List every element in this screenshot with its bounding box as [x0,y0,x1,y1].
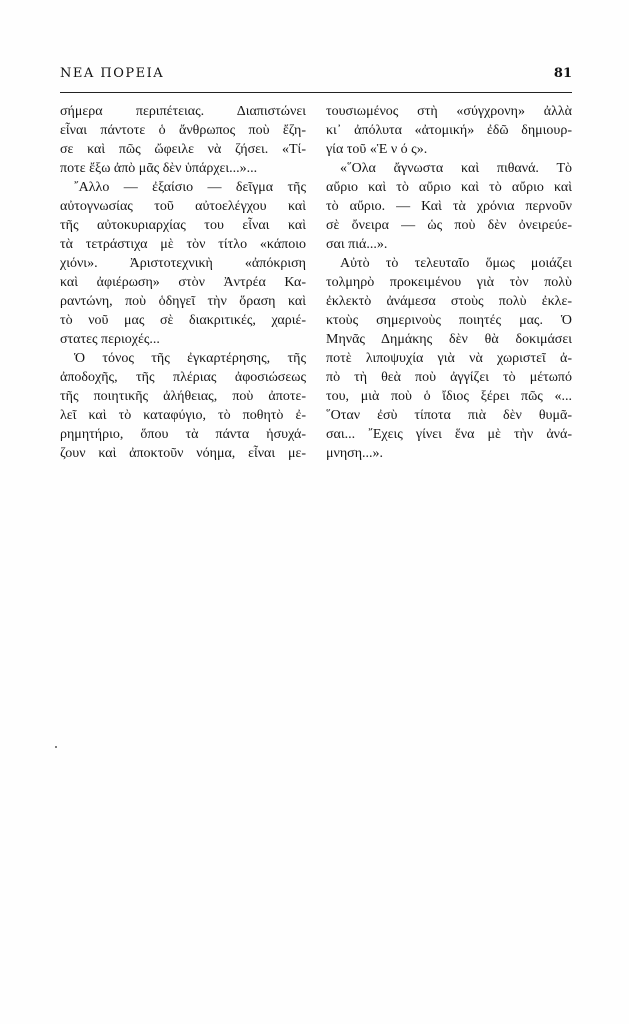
text-line: γία τοῦ «Ἑ ν ό ς». [326,142,428,157]
text-line: ῎Αλλο — ἐξαίσιο — δεῖγμα τῆς [74,180,306,195]
header-rule [60,92,572,93]
text-line: τουσιωμένος στὴ «σύγχρονη» ἀλλὰ [326,104,572,119]
print-speck [55,746,57,748]
text-line: Μηνᾶς Δημάκης δὲν θὰ δοκιμάσει [326,332,572,347]
text-line: πὸ τὴ θεὰ ποὺ ἀγγίζει τὸ μέτωπό [326,370,572,385]
text-line: τὸ αὔριο. — Καὶ τὰ χρόνια περνοῦν [326,199,572,214]
text-line: τῆς ποιητικῆς ἀλήθειας, ποὺ ἀποτε- [60,389,306,404]
text-line: «῞Ολα ἄγνωστα καὶ πιθανά. Τὸ [340,161,572,176]
text-line: τολμηρὸ προκειμένου γιὰ τὸν πολὺ [326,275,572,290]
text-line: του, μιὰ ποὺ ὁ ἴδιος ξέρει πῶς «... [326,389,572,404]
text-line: κι᾽ ἀπόλυτα «ἀτομική» ἐδῶ δημιουρ- [326,123,572,138]
text-line: εἶναι πάντοτε ὁ ἄνθρωπος ποὺ ἔζη- [60,123,306,138]
text-line: καὶ ἀφιέρωση» στὸν Ἀντρέα Κα- [60,275,306,290]
text-line: τὸ νοῦ μας σὲ διακριτικές, χαριέ- [60,313,306,328]
text-line: ἐκλεκτὸ ἀνάμεσα στοὺς πολὺ ἐκλε- [326,294,572,309]
running-head [60,66,572,86]
text-line: ραντώνη, ποὺ ὁδηγεῖ τὴν ὅραση καὶ [60,294,306,309]
text-line: ρημητήριο, ὅπου τὰ πάντα ἡσυχά- [60,427,306,442]
text-line: αὐτογνωσίας τοῦ αὐτοελέγχου καὶ [60,199,306,214]
text-line: Ὁ τόνος τῆς ἐγκαρτέρησης, τῆς [74,351,306,366]
text-line: τὰ τετράστιχα μὲ τὸν τίτλο «κάποιο [60,237,306,252]
text-line: ἀποδοχῆς, τῆς πλέριας ἀφοσιώσεως [60,370,306,385]
text-line: Αὐτὸ τὸ τελευταῖο ὅμως μοιάζει [340,256,572,271]
journal-title: ΝΕΑ ΠΟΡΕΙΑ [60,66,165,81]
text-line: λεῖ καὶ τὸ καταφύγιο, τὸ ποθητὸ ἐ- [60,408,306,423]
text-line: ῞Οταν ἐσὺ τίποτα πιὰ δὲν θυμᾶ- [326,408,572,423]
text-line: στατες περιοχές... [60,332,160,347]
text-line: ποτὲ λιποψυχία γιὰ νὰ χωριστεῖ ἀ- [326,351,572,366]
left-column [60,102,306,463]
text-line: τῆς αὐτοκυριαρχίας του εἶναι καὶ [60,218,306,233]
text-line: χιόνι». Ἀριστοτεχνικὴ «ἀπόκριση [60,256,306,271]
right-column [326,102,572,463]
text-line: σὲ ὄνειρα — ὡς ποὺ δὲν ὀνειρεύε- [326,218,572,233]
text-line: σαι πιά...». [326,237,388,252]
text-line: ποτε ἔξω ἀπὸ μᾶς δὲν ὑπάρχει...»... [60,161,258,176]
text-line: σήμερα περιπέτειας. Διαπιστώνει [60,104,306,119]
text-line: ζουν καὶ ἀποκτοῦν νόημα, εἶναι με- [60,446,306,461]
text-line: αὔριο καὶ τὸ αὔριο καὶ τὸ αὔριο καὶ [326,180,572,195]
text-line: κτοὺς σημερινοὺς ποιητές μας. Ὁ [326,313,572,328]
text-line: μνηση...». [326,446,384,461]
page-number: 81 [553,66,572,81]
text-line: σαι... ῎Εχεις γίνει ἕνα μὲ τὴν ἀνά- [326,427,572,442]
text-line: σε καὶ πῶς ὤφειλε νὰ ζήσει. «Τί- [60,142,306,157]
